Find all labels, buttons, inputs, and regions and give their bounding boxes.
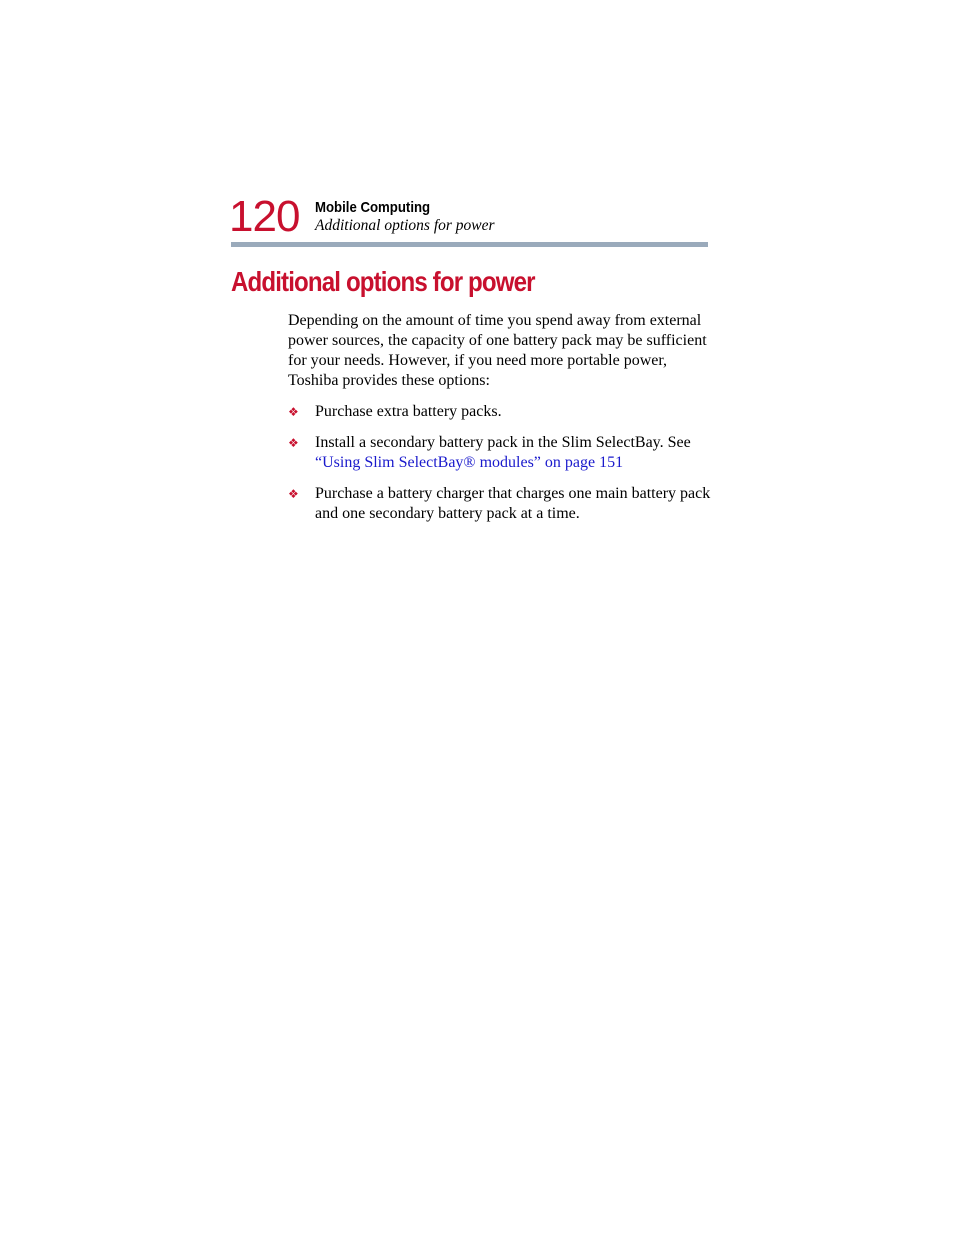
header-rule — [231, 242, 708, 247]
list-item — [288, 433, 718, 473]
list-item — [288, 484, 718, 524]
intro-paragraph: Depending on the amount of time you spend away from external power sources, the capacity of one battery pack may be sufficient for your needs. However, if you need more portable power, Toshiba provides these options: — [288, 312, 707, 389]
bullet-text: Purchase extra battery packs. — [315, 403, 502, 420]
diamond-cluster-icon: ❖ — [288, 487, 299, 501]
page-number: 120 — [229, 192, 300, 241]
bullet-text: Install a secondary battery pack in the Slim SelectBay. See — [315, 434, 691, 451]
diamond-cluster-icon: ❖ — [288, 436, 299, 450]
options-list — [288, 402, 718, 535]
diamond-cluster-icon: ❖ — [288, 405, 299, 419]
section-heading: Additional options for power — [231, 266, 535, 297]
section-subtitle: Additional options for power — [315, 217, 495, 234]
bullet-text: Purchase a battery charger that charges one main battery pack and one secondary battery pack at a time. — [315, 485, 711, 522]
running-header — [315, 199, 495, 235]
slim-selectbay-link[interactable]: “Using Slim SelectBay® modules” on page 151 — [315, 454, 624, 471]
chapter-title: Mobile Computing — [315, 199, 431, 216]
list-item — [288, 402, 718, 422]
